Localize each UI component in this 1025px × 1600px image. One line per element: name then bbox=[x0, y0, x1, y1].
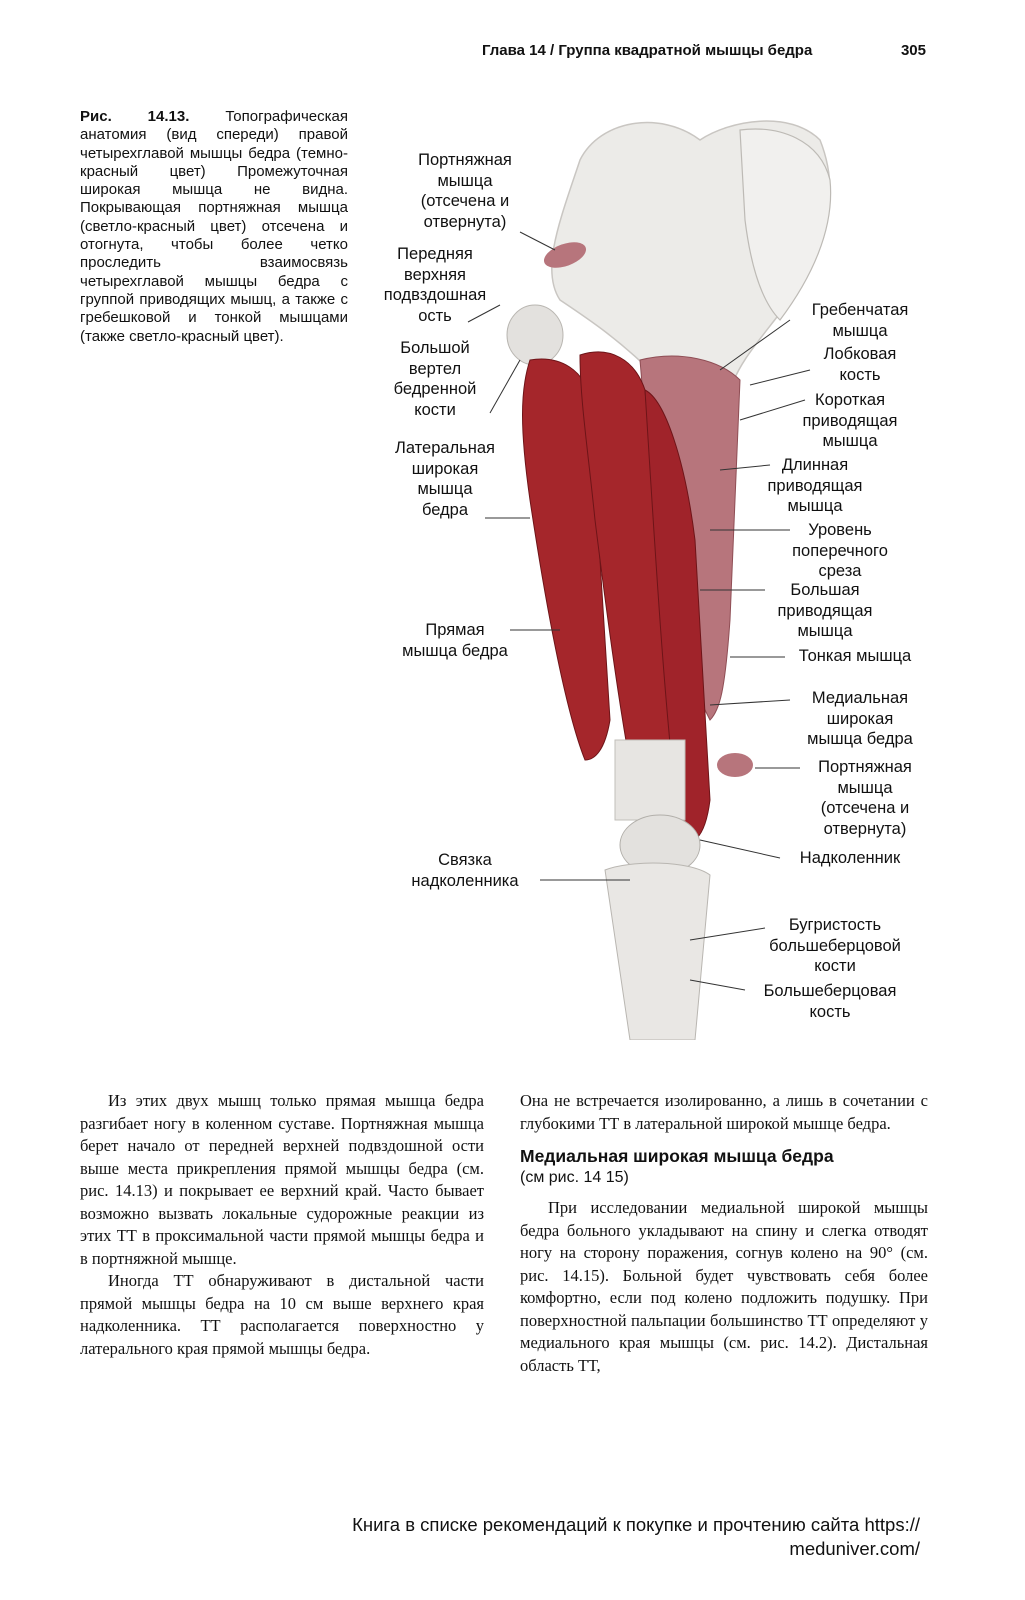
label-greater-trochanter: Большой вертел бедренной кости bbox=[393, 339, 477, 419]
right-paragraph-2: При исследовании медиальной широкой мышцы бедра больного укладывают на спину и слегка отводят ногу на сторону поражения, согнув колено на 90° (см. рис. 14.15). Больной будет чувствовать себя более комфортно, если под колено подложить подушку. При поверхностной пальпации большинство ТТ определяют у медиального края мышцы (см. рис. 14.2). Дистальная область ТТ, bbox=[520, 1198, 928, 1375]
right-text-column bbox=[520, 1090, 928, 1377]
tibia bbox=[605, 863, 710, 1040]
label-vastus-medialis: Медиальная широкая мышца бедра bbox=[807, 689, 913, 748]
watermark-line-1: Книга в списке рекомендаций к покупке и прочтению сайта https:// bbox=[352, 1514, 920, 1535]
label-asis: Передняя верхняя подвздошная ость bbox=[383, 245, 487, 325]
section-figure-ref: (см рис. 14 15) bbox=[520, 1169, 629, 1186]
label-cross-section-level: Уровень поперечного среза bbox=[792, 521, 888, 580]
anatomy-figure bbox=[360, 100, 960, 1040]
page-number: 305 bbox=[900, 42, 926, 59]
label-sartorius-bottom: Портняжная мышца (отсечена и отвернута) bbox=[818, 758, 912, 838]
femur-lower bbox=[615, 740, 685, 820]
label-gracilis: Тонкая мышца bbox=[798, 647, 912, 665]
watermark-line-2: meduniver.com/ bbox=[789, 1538, 920, 1559]
right-paragraph-1: Она не встречается изолированно, а лишь в сочетании с глубокими ТТ в латеральной широкой мышце бедра. bbox=[520, 1091, 928, 1133]
label-pubic-bone: Лобковая кость bbox=[823, 345, 897, 384]
label-rectus-femoris: Прямая мышца бедра bbox=[402, 621, 508, 660]
left-text-column bbox=[80, 1090, 484, 1360]
running-head bbox=[460, 38, 940, 60]
sartorius-stump-bottom bbox=[717, 753, 753, 777]
label-adductor-brevis: Короткая приводящая мышца bbox=[802, 391, 898, 450]
label-pectineus: Гребенчатая мышца bbox=[811, 301, 909, 340]
caption-text: Топографическая анатомия (вид спереди) правой четырехглавой мышцы бедра (темно-красный цвет) Промежуточная широкая мышца не видна. Покрывающая портняжная мышца (светло-красный цвет) отсечена и отогнута, чтобы более четко проследить взаимосвязь четырехглавой мышцы бедра с группой приводящих мышц, а также с гребешковой и тонкой мышцами (также светло-красный цвет). bbox=[80, 108, 349, 345]
caption-label: Рис. 14.13. bbox=[80, 108, 190, 125]
watermark bbox=[160, 1513, 920, 1561]
label-patella: Надколенник bbox=[799, 849, 901, 867]
section-heading: Медиальная широкая мышца бедра bbox=[520, 1146, 834, 1166]
label-patellar-ligament: Связка надколенника bbox=[411, 851, 519, 890]
figure-caption bbox=[80, 108, 348, 346]
greater-trochanter bbox=[507, 305, 563, 365]
label-adductor-magnus: Большая приводящая мышца bbox=[777, 581, 873, 640]
label-tibial-tuberosity: Бугристость большеберцовой кости bbox=[769, 916, 901, 975]
left-paragraph-2: Иногда ТТ обнаруживают в дистальной части прямой мышцы бедра на 10 см выше верхнего края надколенника. ТТ располагается поверхностно у латерального края прямой мышцы бедра. bbox=[80, 1271, 484, 1358]
chapter-title: Глава 14 / Группа квадратной мышцы бедра bbox=[482, 42, 813, 59]
label-adductor-longus: Длинная приводящая мышца bbox=[767, 456, 863, 515]
left-paragraph-1: Из этих двух мышц только прямая мышца бедра разгибает ногу в коленном суставе. Портняжная мышца берет начало от передней верхней подвздошной ости выше места прикрепления прямой мышцы бедра (см. рис. 14.13) и покрывает ее верхний край. Часто бывает возможно вызвать локальные судорожные реакции из этих ТТ в проксимальной части прямой мышцы бедра и в портняжной мышце. bbox=[80, 1091, 484, 1268]
label-vastus-lateralis: Латеральная широкая мышца бедра bbox=[395, 439, 495, 519]
label-tibia: Большеберцовая кость bbox=[763, 982, 897, 1021]
label-sartorius-top: Портняжная мышца (отсечена и отвернута) bbox=[418, 151, 512, 231]
